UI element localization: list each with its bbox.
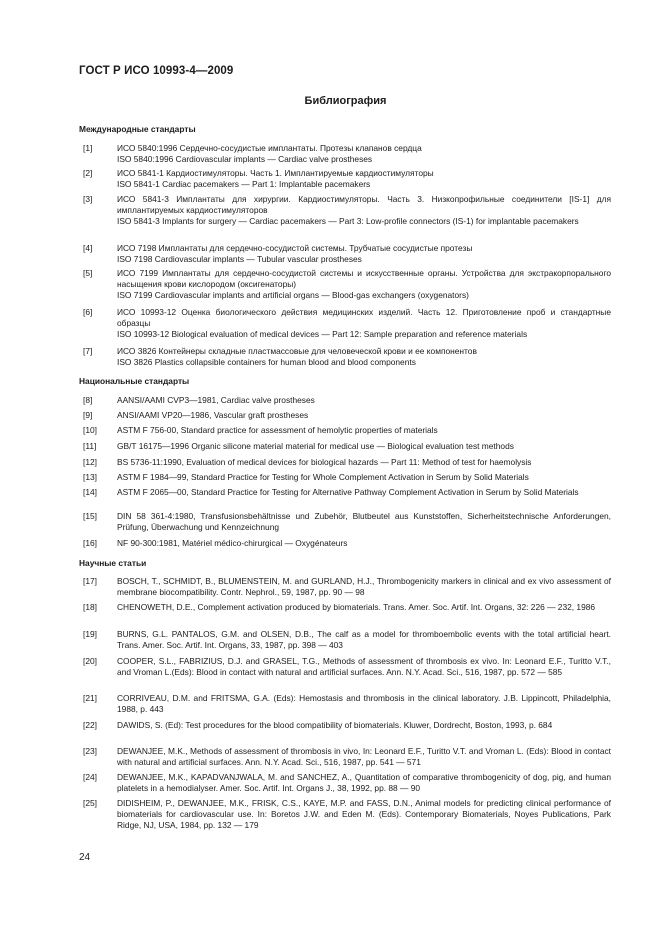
reference-text [117,693,611,715]
reference-entry [79,656,611,678]
reference-line: CHENOWETH, D.E., Complement activation produced by biomaterials. Trans. Amer. Soc. Artif. Int. Organs, 32: 226 — 232, 1986 [117,602,596,612]
reference-number: [23] [83,746,97,756]
reference-line: AANSI/AAMI CVP3—1981, Cardiac valve prostheses [117,395,315,405]
reference-text [117,772,611,794]
reference-entry [79,487,611,498]
reference-text [117,602,611,613]
reference-entry [79,538,611,549]
reference-text [117,143,611,165]
reference-entry [79,576,611,598]
reference-entry [79,268,611,301]
reference-entry [79,457,611,468]
document-header: ГОСТ Р ИСО 10993-4—2009 [79,65,234,77]
reference-number: [25] [83,798,97,808]
reference-number: [5] [83,268,93,278]
reference-text [117,243,611,265]
reference-entry [79,511,611,533]
reference-entry [79,720,611,731]
reference-line: ИСО 10993-12 Оценка биологического действия медицинских изделий. Часть 12. Приготовление проб и стандартные образцы [117,307,611,328]
reference-text [117,346,611,368]
reference-text [117,487,611,498]
reference-number: [9] [83,410,93,420]
reference-number: [15] [83,511,97,521]
reference-line: ИСО 5841-3 Имплантаты для хирургии. Кардиостимуляторы. Часть 3. Низкопрофильные соединители [IS-1] для имплантируемых кардиостимуляторов [117,194,611,215]
reference-text [117,798,611,831]
reference-line: DIN 58 361-4:1980, Transfusionsbehältnisse und Zubehör, Blutbeutel aus Kunststoffen, Sicherheitstechnische Anforderungen, Prüfung, Überwachung und Kennzeichnung [117,511,611,532]
reference-number: [11] [83,441,97,451]
reference-number: [14] [83,487,97,497]
reference-text [117,457,611,468]
reference-line: ISO 5841-1 Cardiac pacemakers — Part 1: Implantable pacemakers [117,178,371,189]
reference-entry [79,629,611,651]
reference-line: DAWIDS, S. (Ed): Test procedures for the blood compatibility of biomaterials. Kluwer, Dordrecht, Boston, 1993, p. 684 [117,720,553,730]
reference-number: [10] [83,425,97,435]
reference-number: [18] [83,602,97,612]
reference-number: [1] [83,143,93,153]
reference-line: DEWANJEE, M.K., KAPADVANJWALA, M. and SANCHEZ, A., Quantitation of comparative thrombogenicity of dog, pig, and human platelets in a hemodialyser. Amer. Soc. Artif. Int. Organs J., 38, 1992, pp. 88 — 90 [117,772,611,793]
reference-line: ISO 7198 Cardiovascular implants — Tubular vascular prostheses [117,253,362,264]
reference-number: [6] [83,307,93,317]
reference-entry [79,746,611,768]
reference-entry [79,395,611,406]
reference-number: [7] [83,346,93,356]
reference-text [117,656,611,678]
reference-line: COOPER, S.L., FABRIZIUS, D.J. and GRASEL, T.G., Methods of assessment of thrombosis ex vivo. In: Leonard E.F., Turitto V.T., and Vroman L.(Eds): Blood in contact with natural and artificial surfaces. Ann. N.Y. Acad. Sci., 516, 1987, pp. 572 — 585 [117,656,611,677]
reference-line: ISO 7199 Cardiovascular implants and artificial organs — Blood-gas exchangers (oxygenators) [117,289,469,300]
reference-text [117,511,611,533]
reference-number: [13] [83,472,97,482]
reference-line: ASTM F 1984—99, Standard Practice for Testing for Whole Complement Activation in Serum by Solid Materials [117,472,529,482]
reference-entry [79,307,611,340]
reference-number: [3] [83,194,93,204]
reference-text [117,472,611,483]
page-number: 24 [79,852,91,863]
reference-line: ИСО 5841-1 Кардиостимуляторы. Часть 1. Имплантируемые кардиостимуляторы [117,168,434,178]
reference-line: ИСО 7199 Имплантаты для сердечно-сосудистой системы и искусственные органы. Устройства для экстракорпорального насыщения крови кислородом (оксигенаторы) [117,268,611,289]
reference-text [117,538,611,549]
reference-line: GB/T 16175—1996 Organic silicone material material for medical use — Biological evaluation test methods [117,441,514,451]
reference-number: [22] [83,720,97,730]
reference-line: ISO 3826 Plastics collapsible containers for human blood and blood components [117,356,416,367]
reference-line: ИСО 3826 Контейнеры складные пластмассовые для человеческой крови и ее компонентов [117,346,477,356]
reference-entry [79,346,611,368]
reference-text [117,410,611,421]
section-heading-international: Международные стандарты [79,124,196,134]
reference-number: [12] [83,457,97,467]
section-heading-scientific: Научные статьи [79,558,147,568]
reference-entry [79,772,611,794]
reference-entry [79,243,611,265]
reference-line: ANSI/AAMI VP20—1986, Vascular graft prostheses [117,410,309,420]
reference-text [117,576,611,598]
reference-number: [21] [83,693,97,703]
reference-number: [8] [83,395,93,405]
reference-number: [24] [83,772,97,782]
reference-line: BOSCH, T., SCHMIDT, B., BLUMENSTEIN, M. and GURLAND, H.J., Thrombogenicity markers in clinical and ex vivo assessment of membrane biocompatibility. Contr. Nephrol., 59, 1987, pp. 90 — 98 [117,576,611,597]
reference-text [117,441,611,452]
reference-entry [79,798,611,831]
reference-text [117,629,611,651]
reference-text [117,194,611,227]
reference-line: NF 90-300:1981, Matériel médico-chirurgical — Oxygénateurs [117,538,348,548]
reference-entry [79,194,611,227]
reference-text [117,425,611,436]
reference-text [117,746,611,768]
reference-line: CORRIVEAU, D.M. and FRITSMA, G.A. (Eds): Hemostasis and thrombosis in the clinical laboratory. J.B. Lippincott, Philadelphia, 1988, p. 443 [117,693,611,714]
reference-number: [2] [83,168,93,178]
reference-line: ISO 5841-3 Implants for surgery — Cardiac pacemakers — Part 3: Low-profile connectors (IS-1) for implantable pacemakers [117,215,579,226]
reference-line: ASTM F 756-00, Standard practice for assessment of hemolytic properties of materials [117,425,438,435]
reference-entry [79,143,611,165]
reference-entry [79,602,611,613]
reference-text [117,395,611,406]
reference-number: [4] [83,243,93,253]
reference-text [117,168,611,190]
reference-line: DIDISHEIM, P., DEWANJEE, M.K., FRISK, C.S., KAYE, M.P. and FASS, D.N., Animal models for predicting clinical performance of biomaterials for cardiovascular use. In: Boretos J.W. and Eden M. (Eds). Contemporary Biomaterials, Noyes Publications, Park Ridge, NJ, USA, 1984, pp. 132 — 179 [117,798,611,830]
reference-line: ISO 5840:1996 Cardiovascular implants — Cardiac valve prostheses [117,153,373,164]
reference-line: BURNS, G.L. PANTALOS, G.M. and OLSEN, D.B., The calf as a model for thromboembolic events with the total artificial heart. Trans. Amer. Soc. Artif. Int. Organs, 33, 1987, pp. 398 — 403 [117,629,611,650]
reference-entry [79,472,611,483]
reference-line: ИСО 7198 Имплантаты для сердечно-сосудистой системы. Трубчатые сосудистые протезы [117,243,473,253]
reference-number: [16] [83,538,97,548]
reference-entry [79,693,611,715]
reference-entry [79,441,611,452]
reference-number: [20] [83,656,97,666]
reference-text [117,307,611,340]
reference-number: [17] [83,576,97,586]
reference-number: [19] [83,629,97,639]
reference-line: ISO 10993-12 Biological evaluation of medical devices — Part 12: Sample preparation and reference materials [117,328,528,339]
reference-line: ASTM F 2065—00, Standard Practice for Testing for Alternative Pathway Complement Activation in Serum by Solid Materials [117,487,579,497]
reference-entry [79,425,611,436]
reference-line: BS 5736-11:1990, Evaluation of medical devices for biological hazards — Part 11: Method of test for haemolysis [117,457,532,467]
section-heading-national: Национальные стандарты [79,376,190,386]
reference-text [117,268,611,301]
reference-entry [79,168,611,190]
reference-entry [79,410,611,421]
reference-line: DEWANJEE, M.K., Methods of assessment of thrombosis in vivo, In: Leonard E.F., Turitto V.T. and Vroman L. (Eds): Blood in contact with natural and artificial surfaces. Ann. N.Y. Acad. Sci., 516, 1987, pp. 541 — 571 [117,746,611,767]
reference-text [117,720,611,731]
page-title: Библиография [304,95,387,107]
reference-line: ИСО 5840:1996 Сердечно-сосудистые имплантаты. Протезы клапанов сердца [117,143,422,153]
